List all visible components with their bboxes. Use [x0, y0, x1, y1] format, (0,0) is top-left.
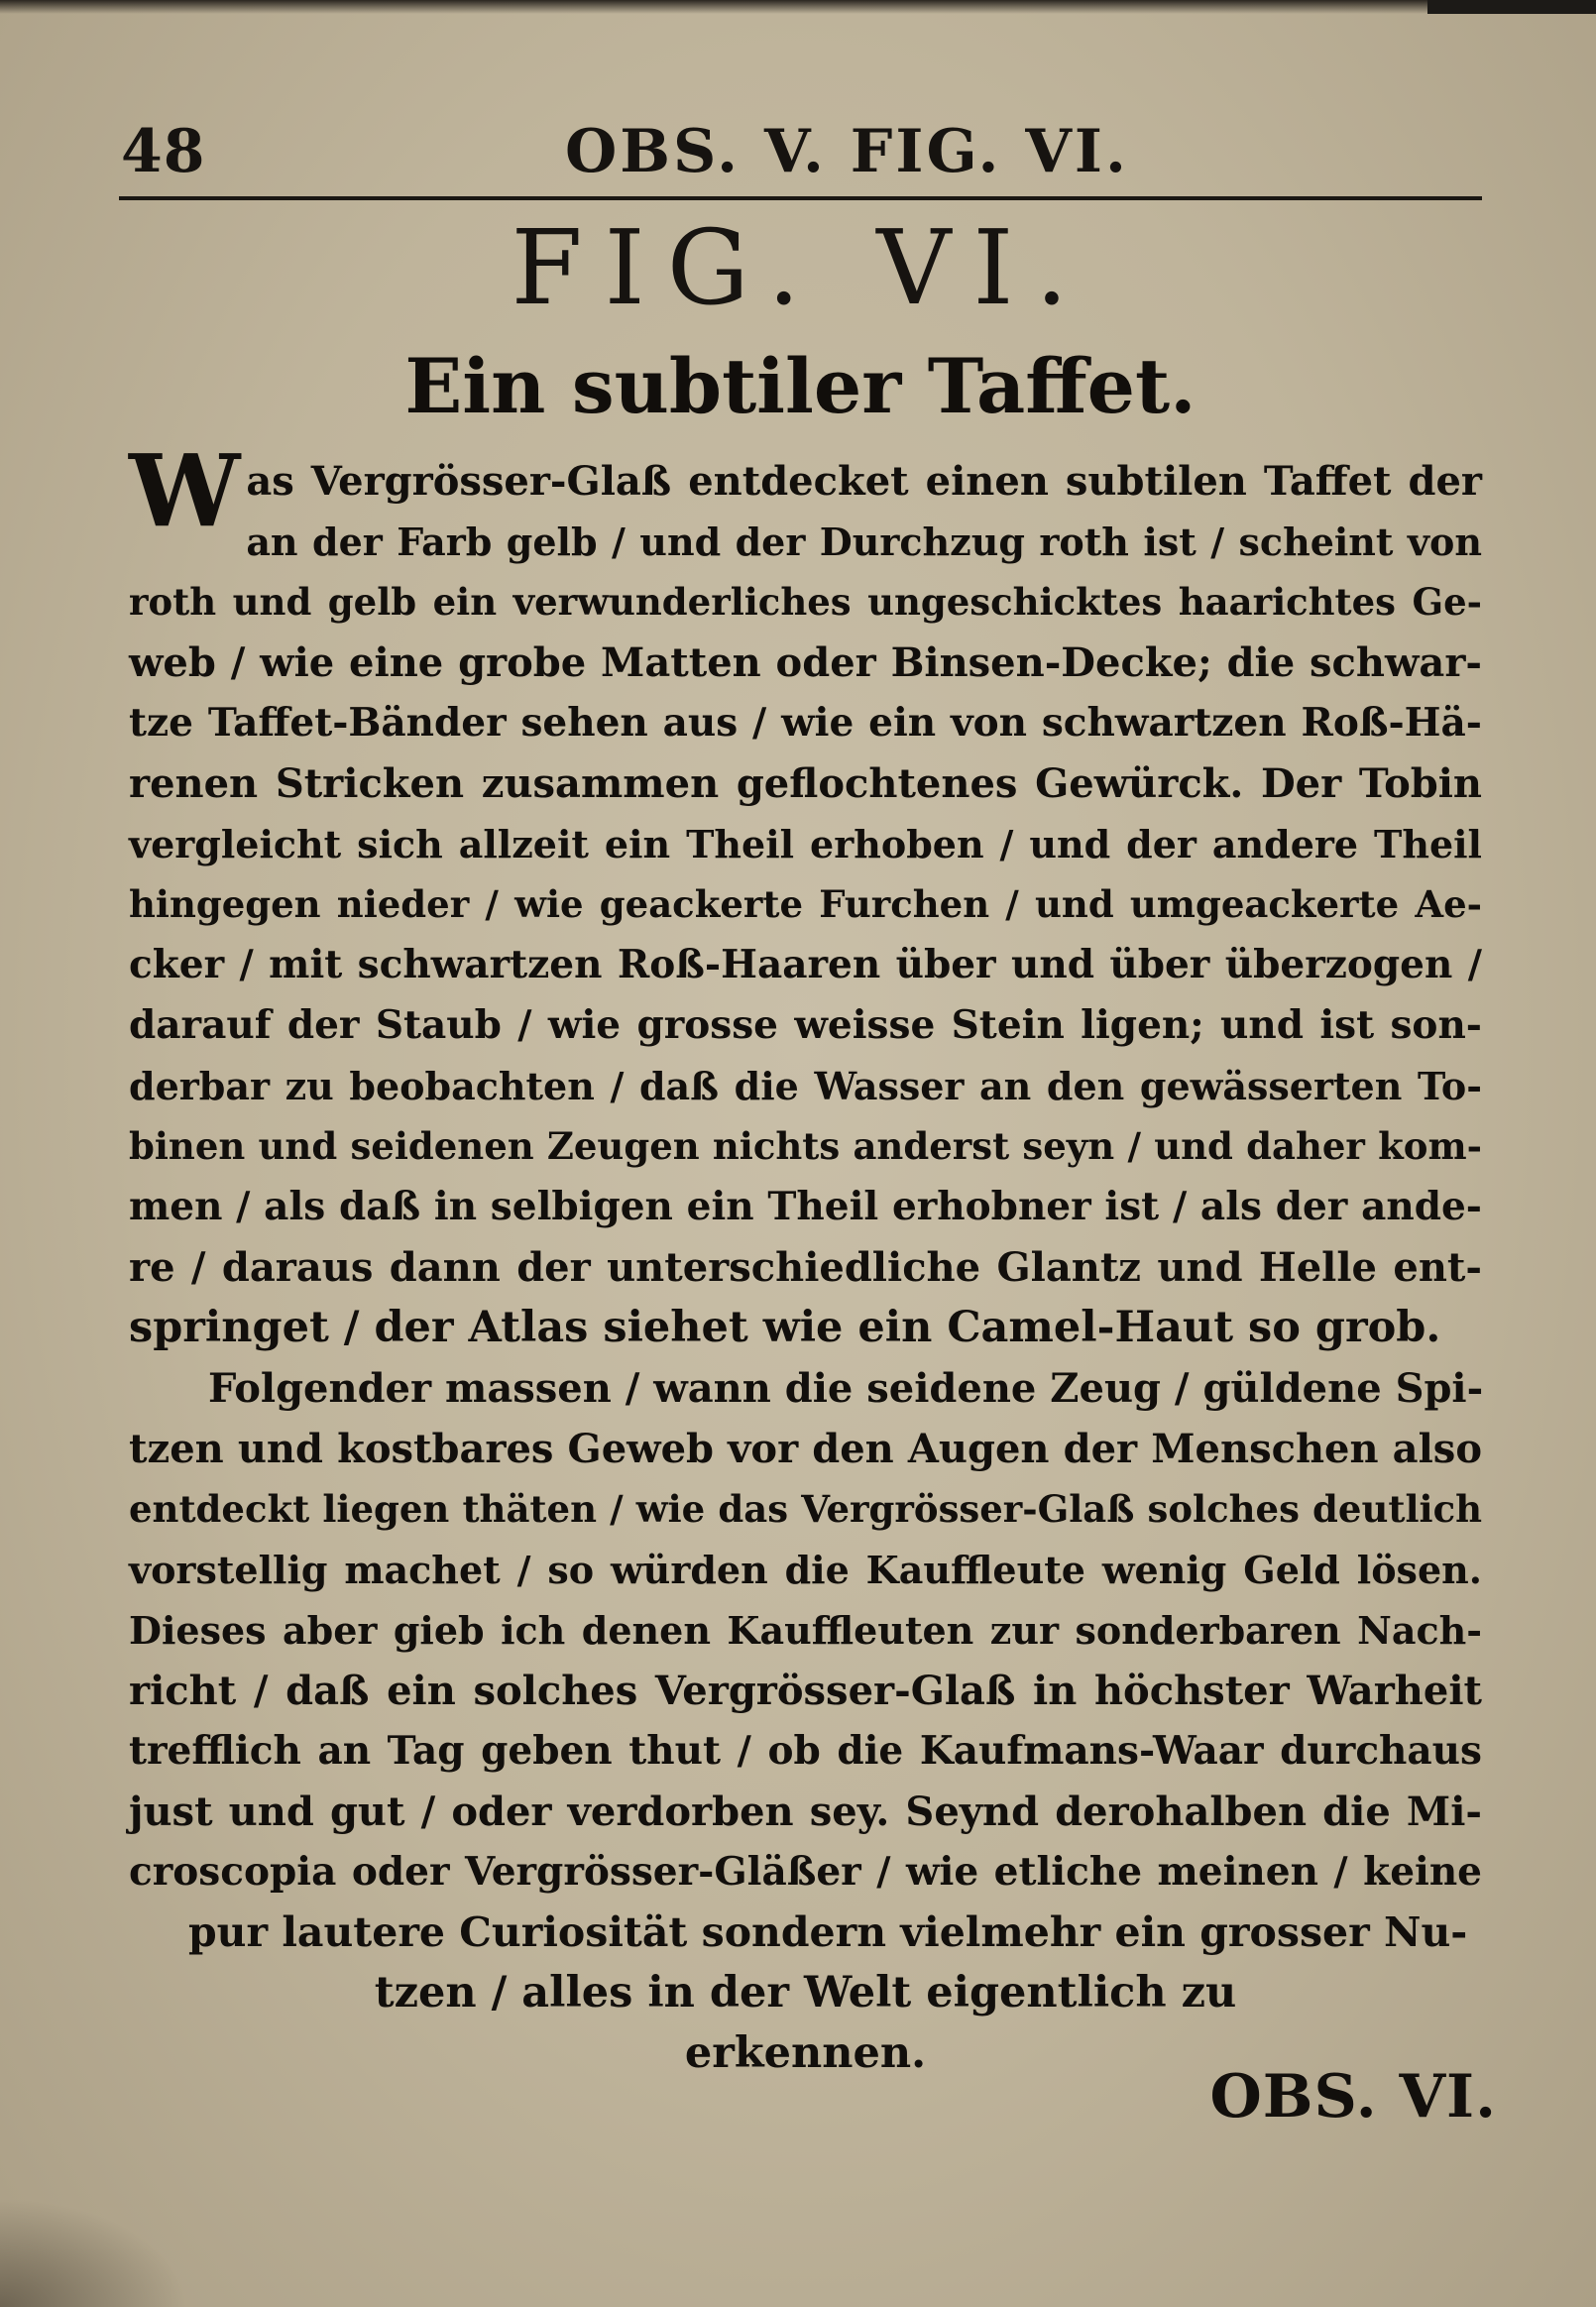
- text-line: entdeckt liegen thäten / wie das Vergrösser-Glaß solches deutlich: [129, 1487, 1482, 1531]
- figure-heading: FIG. VI.: [511, 207, 1090, 328]
- text-line: binen und seidenen Zeugen nichts anderst seyn / und daher kom-: [129, 1124, 1482, 1168]
- text-line: darauf der Staub / wie grosse weisse Stein ligen; und ist son-: [129, 1002, 1482, 1048]
- drop-cap: W: [129, 432, 241, 549]
- running-header: [119, 117, 1482, 196]
- header-rule: [119, 196, 1482, 200]
- text-line: cker / mit schwartzen Roß-Haaren über und über überzogen /: [129, 942, 1482, 987]
- text-line: springet / der Atlas siehet wie ein Camel-Haut so grob.: [129, 1303, 1441, 1352]
- text-line: croscopia oder Vergrösser-Gläßer / wie etliche meinen / keine: [129, 1849, 1482, 1895]
- text-line: erkennen.: [684, 2028, 927, 2078]
- running-header-title: OBS. V. FIG. VI.: [565, 117, 1129, 186]
- body-text: [129, 432, 1484, 2084]
- text-line: vergleicht sich allzeit ein Theil erhoben / und der andere Theil: [129, 822, 1482, 866]
- text-line: just und gut / oder verdorben sey. Seynd derohalben die Mi-: [129, 1788, 1482, 1835]
- text-line: richt / daß ein solches Vergrösser-Glaß in höchster Warheit: [129, 1668, 1482, 1714]
- text-line: re / daraus dann der unterschiedliche Glantz und Helle ent-: [129, 1244, 1482, 1291]
- text-line: pur lautere Curiosität sondern vielmehr ein grosser Nu-: [188, 1908, 1468, 1956]
- text-line: Folgender massen / wann die seidene Zeug / güldene Spi-: [208, 1365, 1484, 1412]
- text-line: Dieses aber gieb ich denen Kauffleuten zur sonderbaren Nach-: [129, 1608, 1482, 1653]
- next-section-heading: OBS. VI.: [1209, 2062, 1497, 2132]
- text-line: trefflich an Tag geben thut / ob die Kaufmans-Waar durchaus: [129, 1728, 1482, 1774]
- scan-bottom-shadow: [0, 2198, 188, 2307]
- page-number: 48: [121, 117, 206, 186]
- text-line: renen Stricken zusammen geflochtenes Gewürck. Der Tobin: [129, 760, 1482, 807]
- section-subtitle: Ein subtiler Taffet.: [404, 342, 1197, 430]
- text-line: web / wie eine grobe Matten oder Binsen-Decke; die schwar-: [129, 639, 1482, 686]
- scan-corner-mark: [1427, 0, 1596, 14]
- text-line: roth und gelb ein verwunderliches ungeschicktes haarichtes Ge-: [129, 580, 1482, 624]
- text-line: tzen / alles in der Welt eigentlich zu: [374, 1968, 1237, 2018]
- scan-top-edge: [0, 0, 1596, 14]
- text-line: hingegen nieder / wie geackerte Furchen / und umgeackerte Ae-: [129, 882, 1482, 926]
- text-line: men / als daß in selbigen ein Theil erhobner ist / als der ande-: [129, 1184, 1482, 1229]
- text-line: tzen und kostbares Geweb vor den Augen der Menschen also: [129, 1426, 1482, 1472]
- text-line: derbar zu beobachten / daß die Wasser an den gewässerten To-: [129, 1064, 1482, 1108]
- text-line: an der Farb gelb / und der Durchzug roth ist / scheint von: [246, 519, 1482, 564]
- text-line-content: as Vergrösser-Glaß entdecket einen subtilen Taffet der: [246, 458, 1482, 505]
- text-line: tze Taffet-Bänder sehen aus / wie ein von schwartzen Roß-Hä-: [129, 700, 1482, 746]
- text-line: vorstellig machet / so würden die Kauffleute wenig Geld lösen.: [129, 1548, 1482, 1592]
